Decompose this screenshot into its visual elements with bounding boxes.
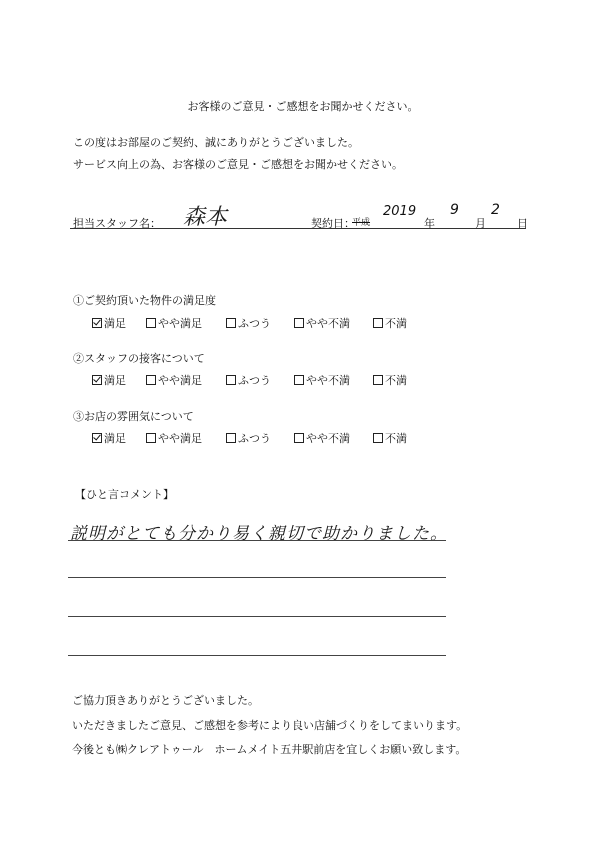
day-unit: 日	[517, 217, 528, 230]
q1-checkbox-4[interactable]	[294, 318, 304, 328]
q2-option-1[interactable]: 満足	[92, 372, 126, 388]
q2-option-4[interactable]: やや不満	[294, 372, 350, 388]
q1-option-3[interactable]: ふつう	[226, 315, 271, 331]
q1-option-1[interactable]: 満足	[92, 315, 126, 331]
footer-line-3: 今後とも㈱クレアトゥール ホームメイト五井駅前店を宜しくお願い致します。	[72, 743, 467, 756]
q3-checkbox-3[interactable]	[226, 433, 236, 443]
q1-option-5[interactable]: 不満	[373, 315, 407, 331]
question-1-title: ①ご契約頂いた物件の満足度	[73, 294, 216, 307]
contract-month-handwritten: 9	[450, 202, 459, 218]
footer-thanks: ご協力頂きありがとうございました。	[72, 694, 259, 707]
comment-line-3	[68, 616, 446, 617]
q2-checkbox-3[interactable]	[226, 375, 236, 385]
contract-date-label: 契約日：	[311, 217, 355, 230]
form-title: お客様のご意見・ご感想をお聞かせください。	[187, 100, 419, 113]
q1-checkbox-5[interactable]	[373, 318, 383, 328]
month-unit: 月	[475, 217, 486, 230]
intro-line-1: この度はお部屋のご契約、誠にありがとうございました。	[73, 136, 359, 149]
q3-checkbox-4[interactable]	[294, 433, 304, 443]
q1-checkbox-1[interactable]	[92, 318, 102, 328]
year-unit: 年	[424, 217, 435, 230]
q2-checkbox-5[interactable]	[373, 375, 383, 385]
q2-checkbox-4[interactable]	[294, 375, 304, 385]
q3-option-1[interactable]: 満足	[92, 430, 126, 446]
comment-line-1	[68, 540, 446, 541]
q3-option-5[interactable]: 不満	[373, 430, 407, 446]
footer-line-2: いただきましたご意見、ご感想を参考により良い店舗づくりをしてまいります。	[72, 719, 468, 732]
q3-option-2[interactable]: やや満足	[146, 430, 202, 446]
question-3-title: ③お店の雰囲気について	[73, 410, 194, 423]
q2-option-5[interactable]: 不満	[373, 372, 407, 388]
q2-checkbox-1[interactable]	[92, 375, 102, 385]
comment-line-2	[68, 577, 446, 578]
q2-checkbox-2[interactable]	[146, 375, 156, 385]
intro-line-2: サービス向上の為、お客様のご意見・ご感想をお聞かせください。	[73, 158, 403, 171]
comment-text-handwritten[interactable]: 説明がとても分かり易く親切で助かりました。	[70, 524, 448, 544]
header-underline	[70, 228, 526, 229]
q3-option-3[interactable]: ふつう	[226, 430, 271, 446]
contract-day-handwritten: 2	[491, 202, 500, 218]
era-struck: 平成	[352, 218, 371, 228]
staff-label: 担当スタッフ名：	[73, 217, 161, 230]
q2-option-3[interactable]: ふつう	[226, 372, 271, 388]
comment-label: 【ひと言コメント】	[75, 488, 174, 501]
q1-checkbox-2[interactable]	[146, 318, 156, 328]
q1-option-4[interactable]: やや不満	[294, 315, 350, 331]
question-2-title: ②スタッフの接客について	[73, 352, 205, 365]
q3-checkbox-5[interactable]	[373, 433, 383, 443]
q3-option-4[interactable]: やや不満	[294, 430, 350, 446]
staff-name-handwritten: 森本	[183, 205, 228, 230]
contract-year-handwritten: 2019	[383, 204, 417, 219]
q1-option-2[interactable]: やや満足	[146, 315, 202, 331]
q1-checkbox-3[interactable]	[226, 318, 236, 328]
q3-checkbox-1[interactable]	[92, 433, 102, 443]
comment-line-4	[68, 655, 446, 656]
q3-checkbox-2[interactable]	[146, 433, 156, 443]
q2-option-2[interactable]: やや満足	[146, 372, 202, 388]
